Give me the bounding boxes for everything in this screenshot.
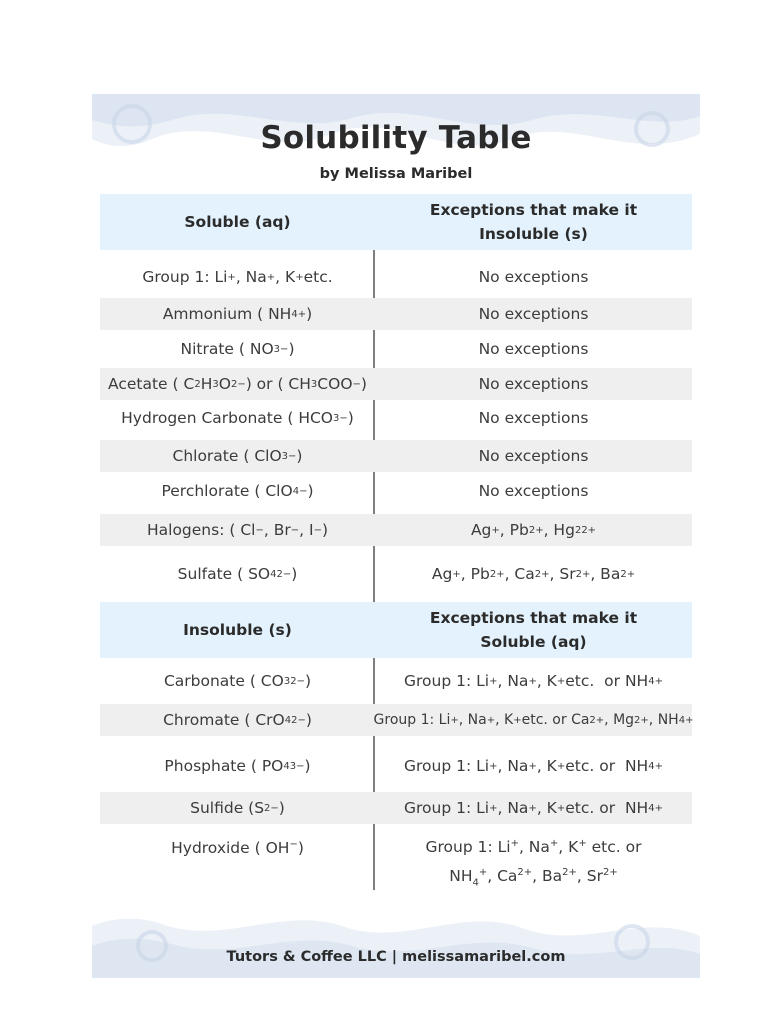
ion-cell: Phosphate ( PO 4 3− ) [164, 757, 311, 775]
header-line-1: Exceptions that make it [429, 201, 638, 219]
table-row [100, 440, 692, 472]
insoluble-exceptions-header [375, 194, 692, 250]
ion-cell: Hydroxide ( OH − ) [171, 839, 304, 857]
table-row [100, 554, 692, 594]
byline: by Melissa Maribel [319, 166, 473, 182]
exception-cell: Group 1: Li + , Na + , K + etc. or NH 4 + [404, 799, 663, 817]
ion-cell: Nitrate ( NO 3 − ) [180, 340, 295, 358]
ion-cell: Chlorate ( ClO 3 − ) [172, 447, 303, 465]
exception-cell: No exceptions [478, 268, 589, 286]
header-line-1: Exceptions that make it [429, 609, 638, 627]
exception-cell: No exceptions [478, 375, 589, 393]
insoluble-header-row [100, 602, 692, 658]
ion-cell: Halogens: ( Cl − , Br − , I − ) [146, 521, 329, 539]
table-row [100, 368, 692, 400]
exception-cell: No exceptions [478, 340, 589, 358]
exception-cell: No exceptions [478, 482, 589, 500]
soluble-exceptions-header [375, 602, 692, 658]
ion-cell: Acetate ( C 2 H 3 O 2 − ) or ( CH 3 COO − ) [108, 375, 367, 393]
table-row [100, 704, 692, 736]
soluble-header-row [100, 194, 692, 250]
exception-cell: Ag + , Pb 2+ , Ca 2+ , Sr 2+ , Ba 2+ [431, 565, 636, 583]
table-row [100, 474, 692, 508]
table-row [100, 260, 692, 294]
footer-credit: Tutors & Coffee LLC | melissamaribel.com [226, 949, 566, 965]
insoluble-header: Insoluble (s) [183, 621, 292, 639]
ion-cell: Carbonate ( CO 3 2− ) [163, 672, 312, 690]
document-page [92, 94, 700, 978]
exception-cell: Group 1: Li + , Na + , K + etc. or Ca 2+ , Mg 2+ , NH 4 + [373, 712, 694, 728]
table-row [100, 298, 692, 330]
decorative-swirl-bottom [92, 906, 700, 978]
ion-cell: Ammonium ( NH 4 + ) [162, 305, 313, 323]
header-line-2: Insoluble (s) [479, 225, 588, 243]
page-title: Solubility Table [260, 120, 532, 156]
ion-cell: Sulfate ( SO 4 2− ) [177, 565, 298, 583]
exception-cell: Group 1: Li+, Na+, K+ etc. or $NH_4^+$, $Ca^{2+}$, $Ba^{2+}$, $Sr^{2+}$ [425, 838, 642, 889]
ion-cell: Sulfide (S 2− ) [190, 799, 285, 817]
exception-cell: Group 1: Li + , Na + , K + etc. or NH 4 + [404, 672, 663, 690]
exception-cell: No exceptions [478, 305, 589, 323]
soluble-header: Soluble (aq) [184, 213, 291, 231]
exception-cell: Ag + , Pb 2+ , Hg 2 2+ [470, 521, 597, 539]
table-row [100, 792, 692, 824]
exception-cell: No exceptions [478, 447, 589, 465]
ion-cell: Perchlorate ( ClO 4 − ) [161, 482, 314, 500]
exception-cell: Group 1: Li + , Na + , K + etc. or NH 4 + [404, 757, 663, 775]
table-row [100, 333, 692, 365]
ion-cell: Chromate ( CrO 4 2− ) [163, 711, 312, 729]
table-row [100, 662, 692, 700]
table-row [100, 402, 692, 434]
exception-cell: No exceptions [478, 409, 589, 427]
header-line-2: Soluble (aq) [480, 633, 587, 651]
table-row [100, 746, 692, 786]
table-row [100, 514, 692, 546]
ion-cell: Group 1: Li + , Na + , K + etc. [142, 268, 333, 286]
ion-cell: Hydrogen Carbonate ( HCO 3 − ) [121, 409, 354, 427]
table-row [100, 836, 692, 892]
